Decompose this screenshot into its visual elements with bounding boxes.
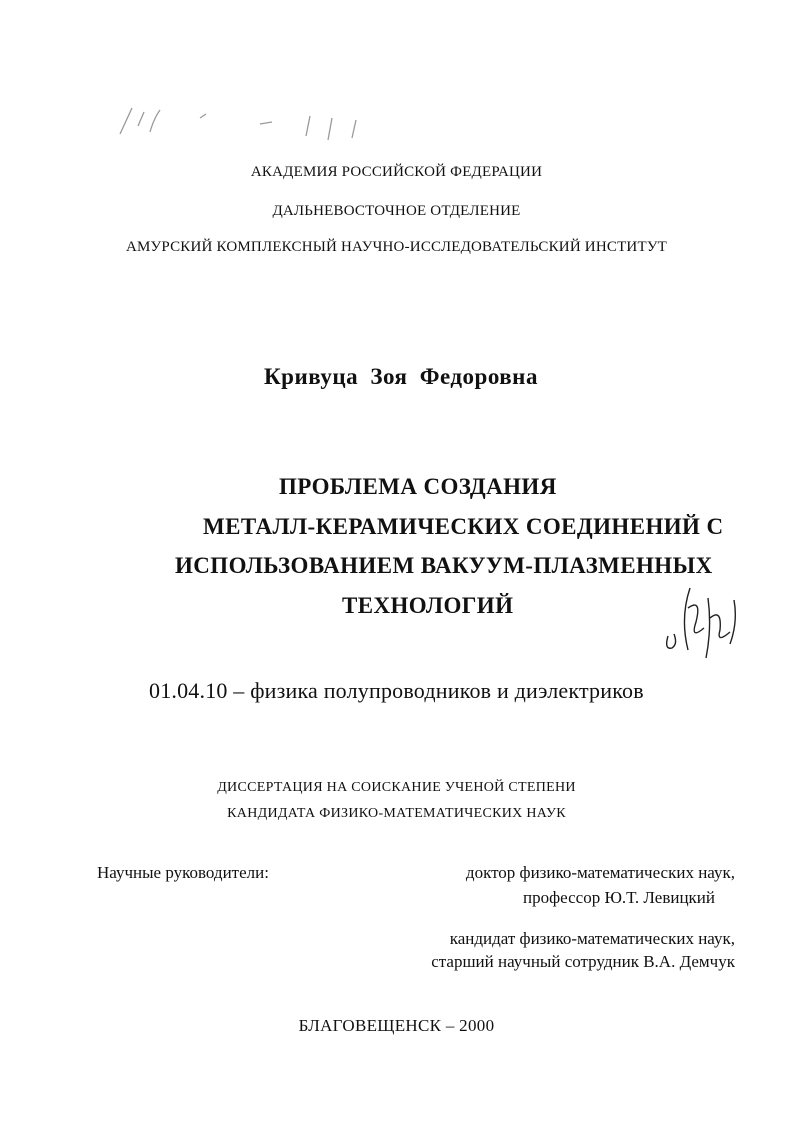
division-name: ДАЛЬНЕВОСТОЧНОЕ ОТДЕЛЕНИЕ — [272, 203, 521, 219]
supervisors-label: Научные руководители: — [97, 863, 269, 882]
title-line-1: ПРОБЛЕМА СОЗДАНИЯ — [279, 474, 557, 499]
title-line-4: ТЕХНОЛОГИЙ — [342, 593, 514, 618]
author-name: Кривуца Зоя Федоровна — [264, 364, 538, 389]
supervisor-2-degree: кандидат физико-математических наук, — [449, 929, 735, 948]
handwritten-mark — [110, 96, 380, 146]
title-line-2: МЕТАЛЛ-КЕРАМИЧЕСКИХ СОЕДИНЕНИЙ С — [203, 514, 724, 539]
supervisor-1-name: профессор Ю.Т. Левицкий — [523, 888, 715, 907]
degree-line-1: ДИССЕРТАЦИЯ НА СОИСКАНИЕ УЧЕНОЙ СТЕПЕНИ — [217, 780, 576, 795]
academy-name: АКАДЕМИЯ РОССИЙСКОЙ ФЕДЕРАЦИИ — [250, 164, 543, 180]
institute-name: АМУРСКИЙ КОМПЛЕКСНЫЙ НАУЧНО-ИССЛЕДОВАТЕЛЬСКИЙ ИНСТИТУТ — [125, 239, 668, 255]
city-year: БЛАГОВЕЩЕНСК – 2000 — [298, 1016, 495, 1035]
specialty: 01.04.10 – физика полупроводников и диэлектриков — [149, 678, 644, 703]
title-line-3: ИСПОЛЬЗОВАНИЕМ ВАКУУМ-ПЛАЗМЕННЫХ — [175, 553, 713, 578]
supervisor-1-degree: доктор физико-математических наук, — [465, 863, 735, 882]
handwritten-signature — [650, 578, 750, 668]
supervisor-2-name: старший научный сотрудник В.А. Демчук — [431, 952, 735, 971]
degree-line-2: КАНДИДАТА ФИЗИКО-МАТЕМАТИЧЕСКИХ НАУК — [227, 806, 566, 821]
